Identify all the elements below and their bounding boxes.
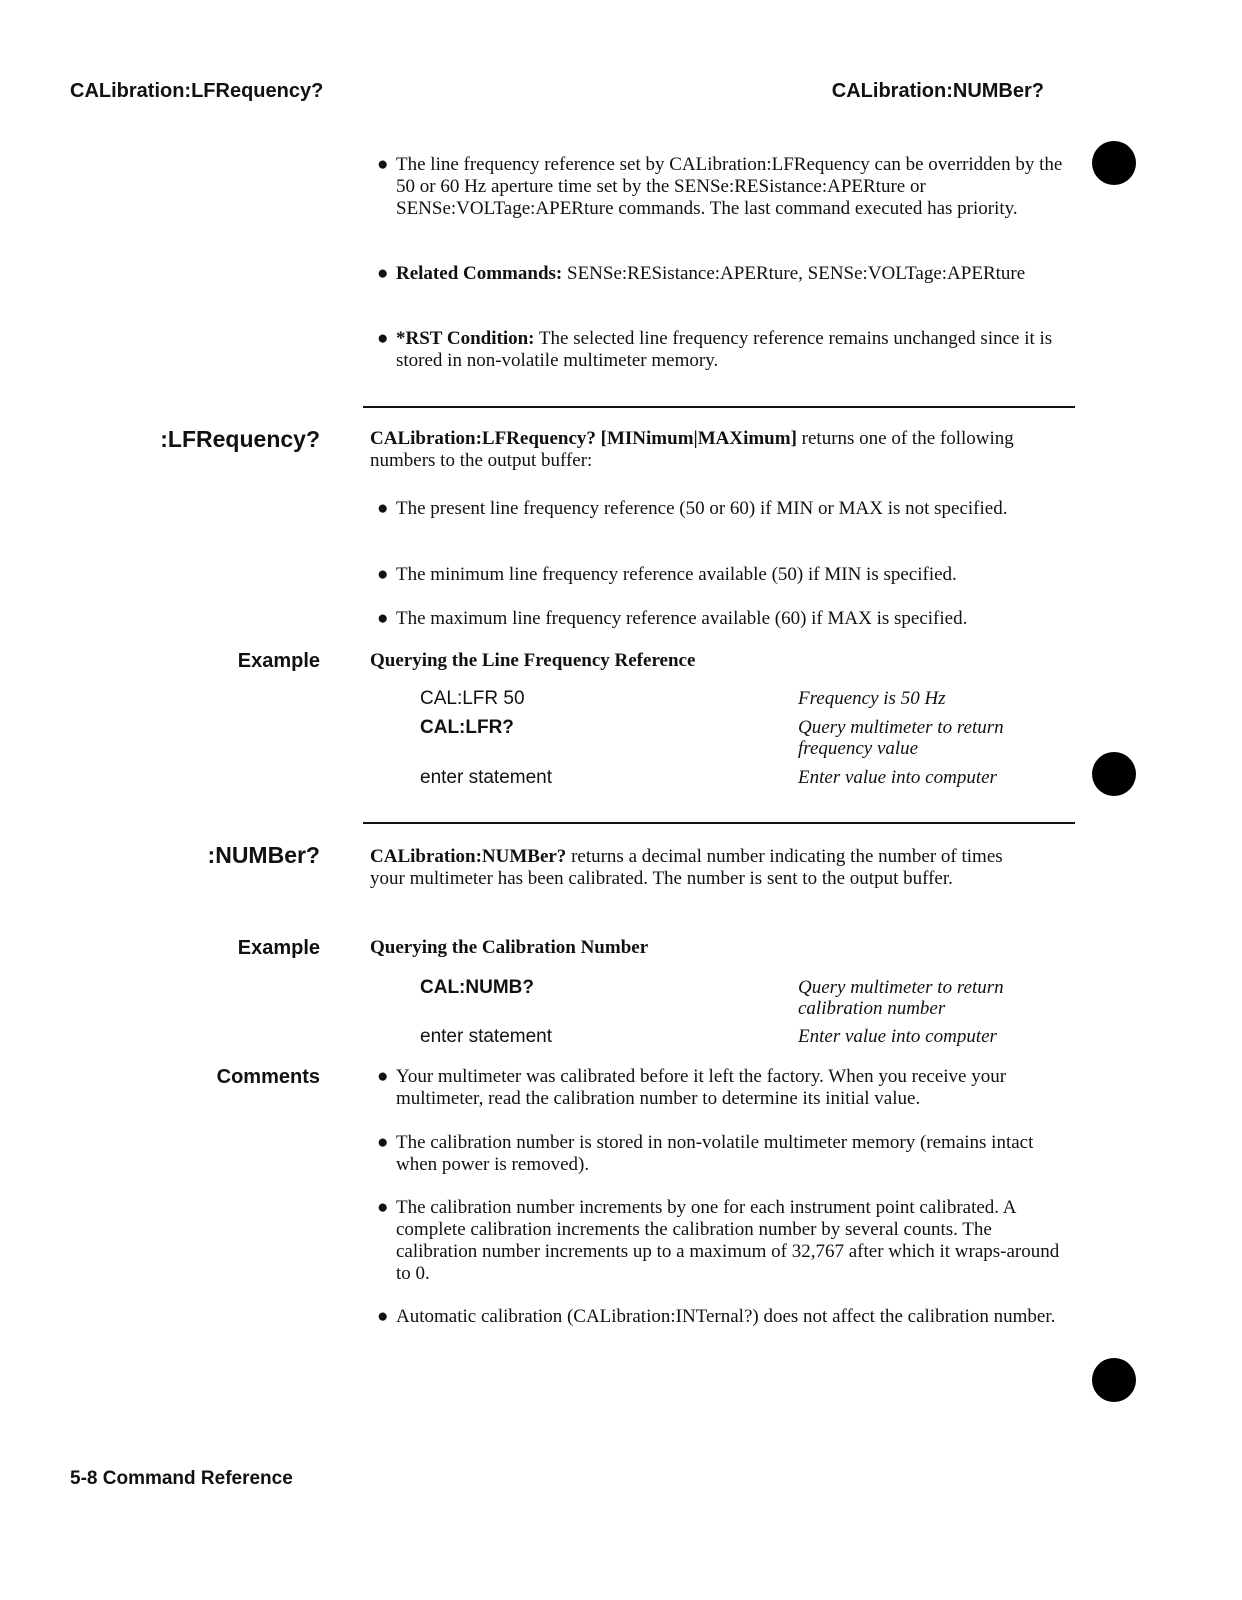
running-header-left: CALibration:LFRequency? bbox=[70, 80, 324, 102]
bullet-icon: ● bbox=[377, 608, 389, 629]
number-example-title: Querying the Calibration Number bbox=[370, 937, 649, 958]
code-line: CAL:LFR? bbox=[420, 717, 514, 738]
comments-label: Comments bbox=[216, 1066, 320, 1088]
number-example-label: Example bbox=[237, 937, 320, 959]
section-divider bbox=[363, 822, 1075, 824]
number-description: CALibration:NUMBer? returns a decimal number indicating the number of times your multimeter has been calibrated. The number is sent to the output buffer. bbox=[370, 846, 1003, 889]
code-line: enter statement bbox=[420, 1026, 553, 1047]
lfrequency-example-title: Querying the Line Frequency Reference bbox=[370, 650, 696, 671]
code-comment: Query multimeter to return frequency value bbox=[798, 717, 1004, 759]
bullet-icon: ● bbox=[377, 1197, 389, 1218]
lfrequency-example-label: Example bbox=[237, 650, 320, 672]
code-line: CAL:LFR 50 bbox=[420, 688, 525, 709]
comment-bullet-3: ● The calibration number increments by one for each instrument point calibrated. A complete calibration increments the calibration number by several counts. The calibration number increments up to a maximum of 32,767 after which it wraps-around to 0. bbox=[377, 1197, 1060, 1284]
comment-bullet-2: ● The calibration number is stored in non-volatile multimeter memory (remains intact when power is removed). bbox=[377, 1132, 1034, 1175]
bullet-icon: ● bbox=[377, 154, 389, 175]
binder-hole-mark bbox=[1092, 752, 1136, 796]
running-header-right: CALibration:NUMBer? bbox=[831, 80, 1044, 102]
code-comment: Enter value into computer bbox=[798, 1026, 997, 1047]
bullet-icon: ● bbox=[377, 1066, 389, 1087]
bullet-icon: ● bbox=[377, 263, 389, 284]
code-comment: Query multimeter to return calibration number bbox=[798, 977, 1004, 1019]
comment-bullet-4: ● Automatic calibration (CALibration:INTernal?) does not affect the calibration number. bbox=[377, 1306, 1056, 1327]
number-heading: :NUMBer? bbox=[207, 842, 320, 868]
lfrequency-heading: :LFRequency? bbox=[160, 426, 320, 452]
bullet-icon: ● bbox=[377, 498, 389, 519]
lfrequency-description: CALibration:LFRequency? [MINimum|MAXimum] returns one of the following numbers to the output buffer: bbox=[370, 428, 1014, 471]
bullet-icon: ● bbox=[377, 1306, 389, 1327]
binder-hole-mark bbox=[1092, 141, 1136, 185]
lfrequency-bullet-1: ● The present line frequency reference (50 or 60) if MIN or MAX is not specified. bbox=[377, 498, 1008, 519]
bullet-icon: ● bbox=[377, 564, 389, 585]
page-footer: 5-8 Command Reference bbox=[70, 1468, 293, 1489]
bullet-icon: ● bbox=[377, 1132, 389, 1153]
intro-bullet-1: ● The line frequency reference set by CALibration:LFRequency can be overridden by the 50 or 60 Hz aperture time set by the SENSe:RESistance:APERture or SENSe:VOLTage:APERture commands. The last command executed has priority. bbox=[377, 154, 1063, 219]
lfrequency-bullet-2: ● The minimum line frequency reference available (50) if MIN is specified. bbox=[377, 564, 957, 585]
code-comment: Frequency is 50 Hz bbox=[798, 688, 946, 709]
code-line: CAL:NUMB? bbox=[420, 977, 534, 998]
binder-hole-mark bbox=[1092, 1358, 1136, 1402]
section-divider bbox=[363, 406, 1075, 408]
lfrequency-bullet-3: ● The maximum line frequency reference available (60) if MAX is specified. bbox=[377, 608, 968, 629]
intro-bullet-2: ● Related Commands: SENSe:RESistance:APERture, SENSe:VOLTage:APERture bbox=[377, 263, 1026, 284]
code-comment: Enter value into computer bbox=[798, 767, 997, 788]
bullet-icon: ● bbox=[377, 328, 389, 349]
code-line: enter statement bbox=[420, 767, 553, 788]
intro-bullet-3: ● *RST Condition: The selected line frequency reference remains unchanged since it is stored in non-volatile multimeter memory. bbox=[377, 328, 1053, 371]
comment-bullet-1: ● Your multimeter was calibrated before it left the factory. When you receive your multimeter, read the calibration number to determine its initial value. bbox=[377, 1066, 1007, 1109]
